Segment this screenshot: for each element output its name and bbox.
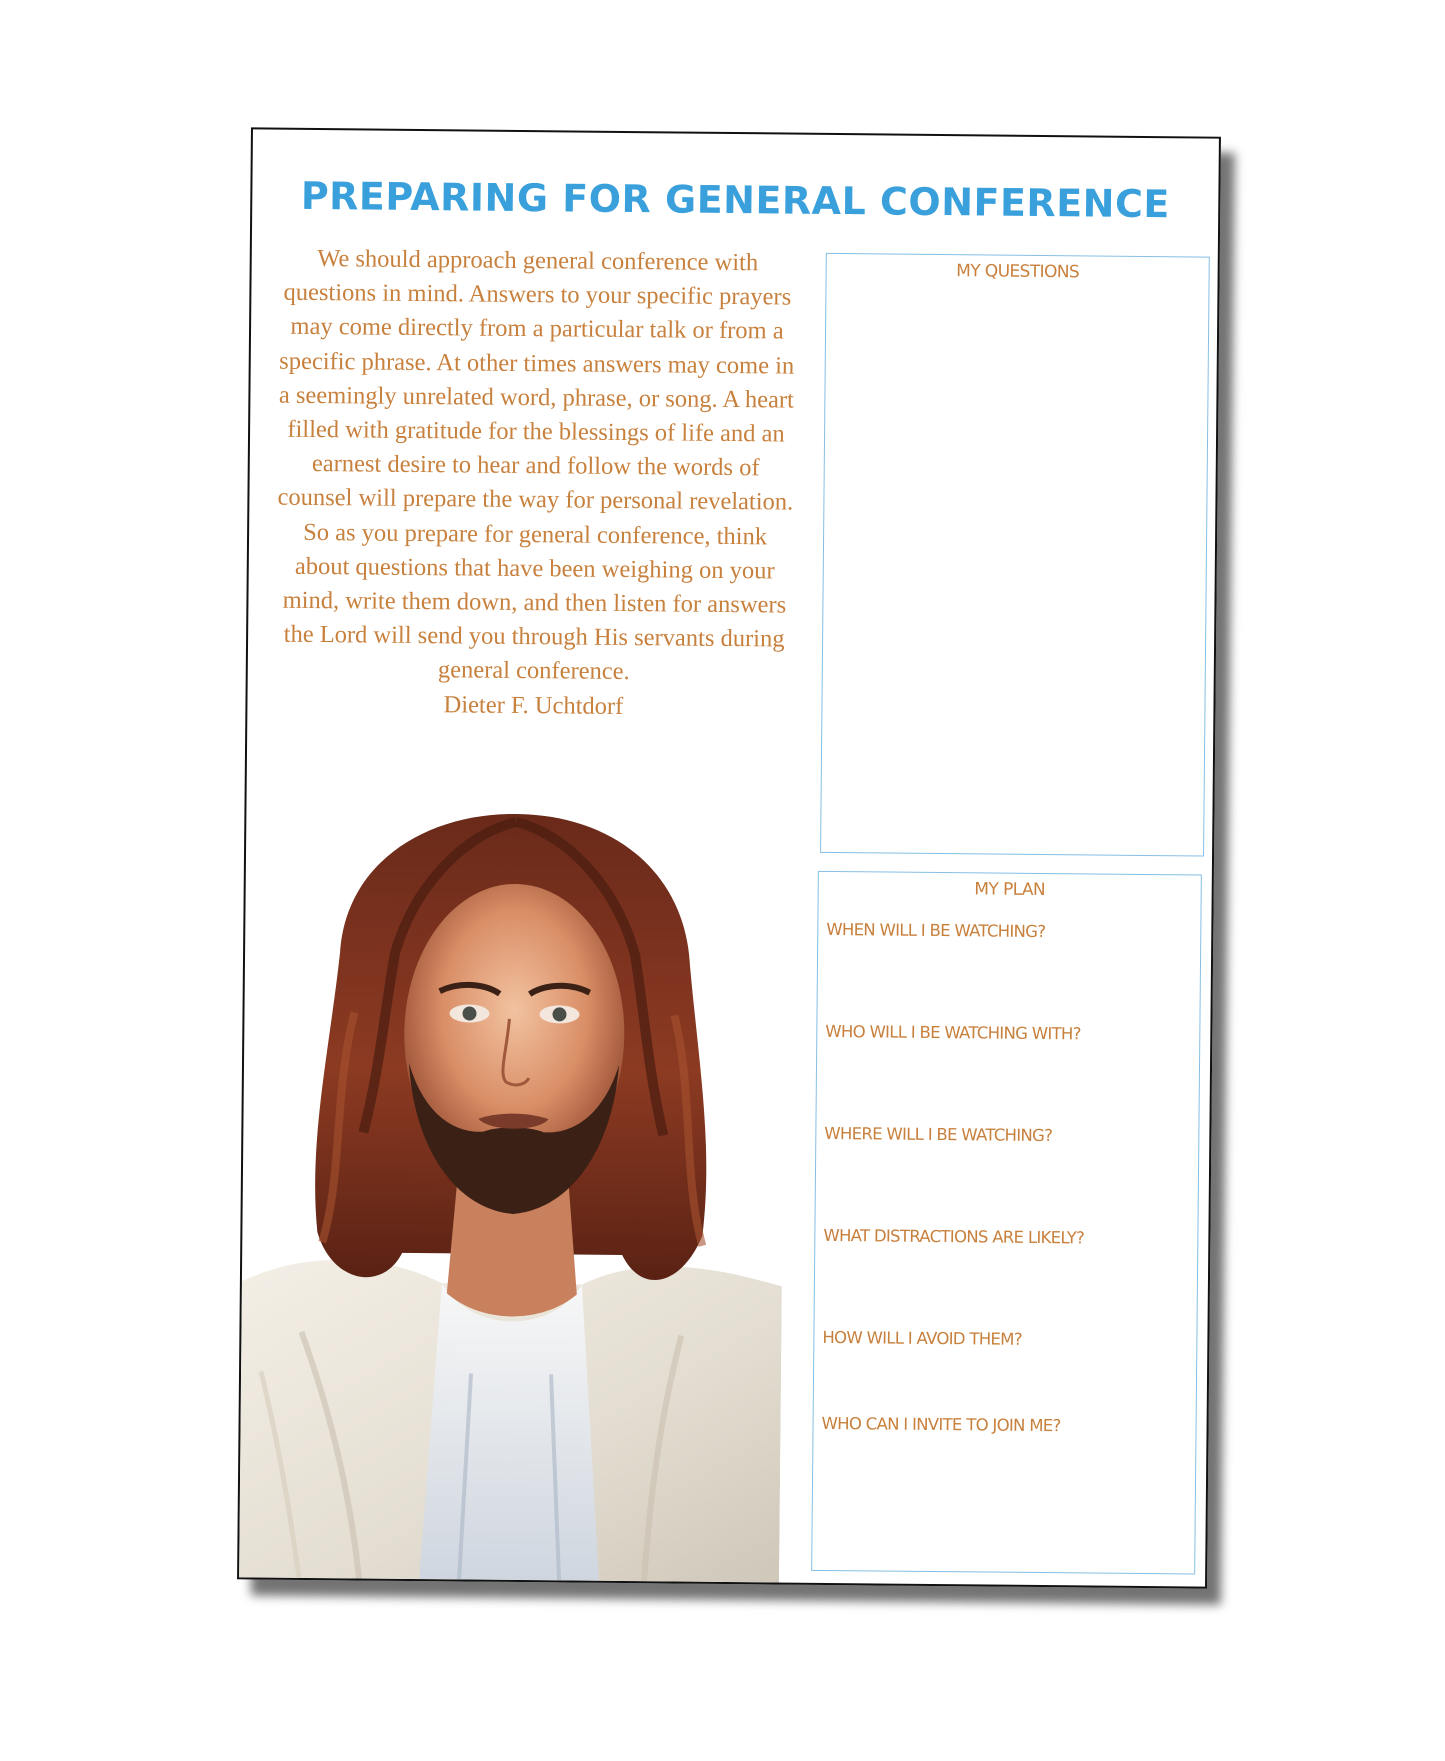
portrait-illustration-icon <box>239 811 786 1582</box>
plan-question-avoid[interactable]: HOW WILL I AVOID THEM? <box>822 1327 1022 1349</box>
my-plan-box <box>811 871 1202 1575</box>
my-questions-box[interactable] <box>820 253 1210 857</box>
plan-question-who-with[interactable]: WHO WILL I BE WATCHING WITH? <box>825 1021 1081 1044</box>
plan-question-where[interactable]: WHERE WILL I BE WATCHING? <box>824 1123 1053 1146</box>
quote-author: Dieter F. Uchtdorf <box>443 690 624 720</box>
my-questions-heading: MY QUESTIONS <box>956 261 1080 283</box>
plan-question-invite[interactable]: WHO CAN I INVITE TO JOIN ME? <box>821 1413 1061 1436</box>
plan-question-when[interactable]: WHEN WILL I BE WATCHING? <box>826 919 1046 942</box>
portrait-illustration <box>239 811 786 1582</box>
plan-question-distractions[interactable]: WHAT DISTRACTIONS ARE LIKELY? <box>823 1225 1085 1248</box>
quote-block <box>273 242 798 724</box>
quote-text: We should approach general conference with questions in mind. Answers to your specific prayers may come directly from a particular talk or from a specific phrase. At other times answers may come in a seemingly unrelated word, phrase, or song. A heart filled with gratitude for the blessings of life and an earnest desire to hear and follow the words of counsel will prepare the way for personal revelation. So as you prepare for general conference, think about questions that have been weighing on your mind, write them down, and then listen for answers the Lord will send you through His servants during general conference. <box>277 245 795 686</box>
sheet-title: PREPARING FOR GENERAL CONFERENCE <box>300 173 1171 227</box>
my-plan-heading: MY PLAN <box>974 879 1046 901</box>
printable-sheet <box>237 127 1221 1588</box>
